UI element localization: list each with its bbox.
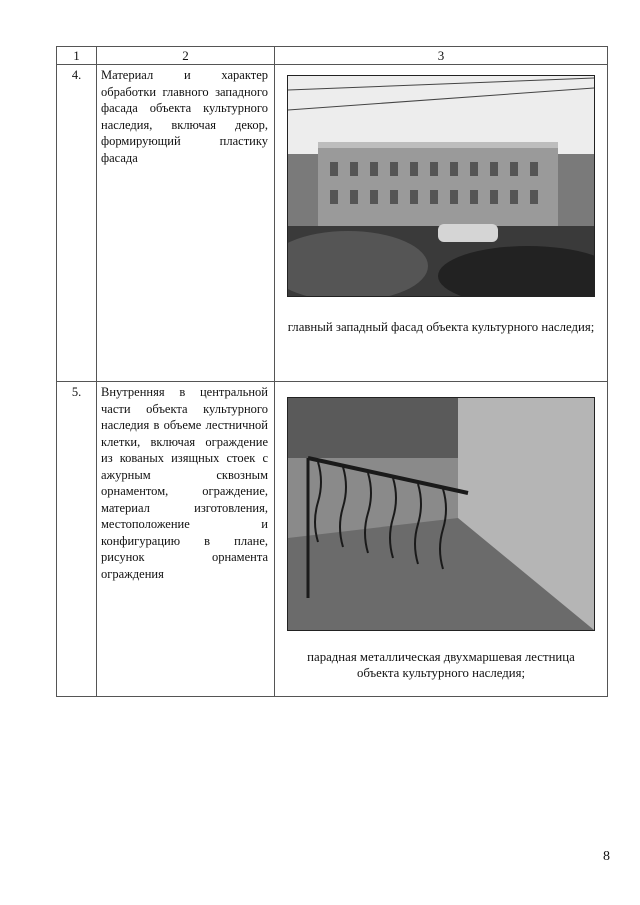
building-facade-photo [287,75,595,297]
table-header-row [57,47,608,65]
document-table [56,46,608,697]
photo-caption: главный западный фасад объекта культурного наследия; [287,320,595,334]
photo-cell [275,382,608,697]
row-number: 5. [57,382,97,697]
row-description: Внутренняя в центральной части объекта культурного наследия в объеме лестничной клетки, включая ограждение из кованых изящных стоек с ажурным сквозным орнаментом, ограждение, материал изготовления, местоположение и конфигурацию в плане, рисунок орнамента ограждения [101,385,268,581]
row-description: Материал и характер обработки главного западного фасада объекта культурного наследия, включая декор, формирующий пластику фасада [101,68,268,165]
description-cell [97,382,275,697]
column-header-2: 2 [97,47,275,65]
staircase-railing-photo [287,397,595,631]
column-header-1: 1 [57,47,97,65]
photo-cell [275,65,608,382]
table-row [57,382,608,697]
row-number: 4. [57,65,97,382]
table-row [57,65,608,382]
page-number: 8 [603,849,610,864]
photo-caption: парадная металлическая двухмаршевая лестница объекта культурного наследия; [307,650,575,680]
description-cell [97,65,275,382]
column-header-3: 3 [275,47,608,65]
